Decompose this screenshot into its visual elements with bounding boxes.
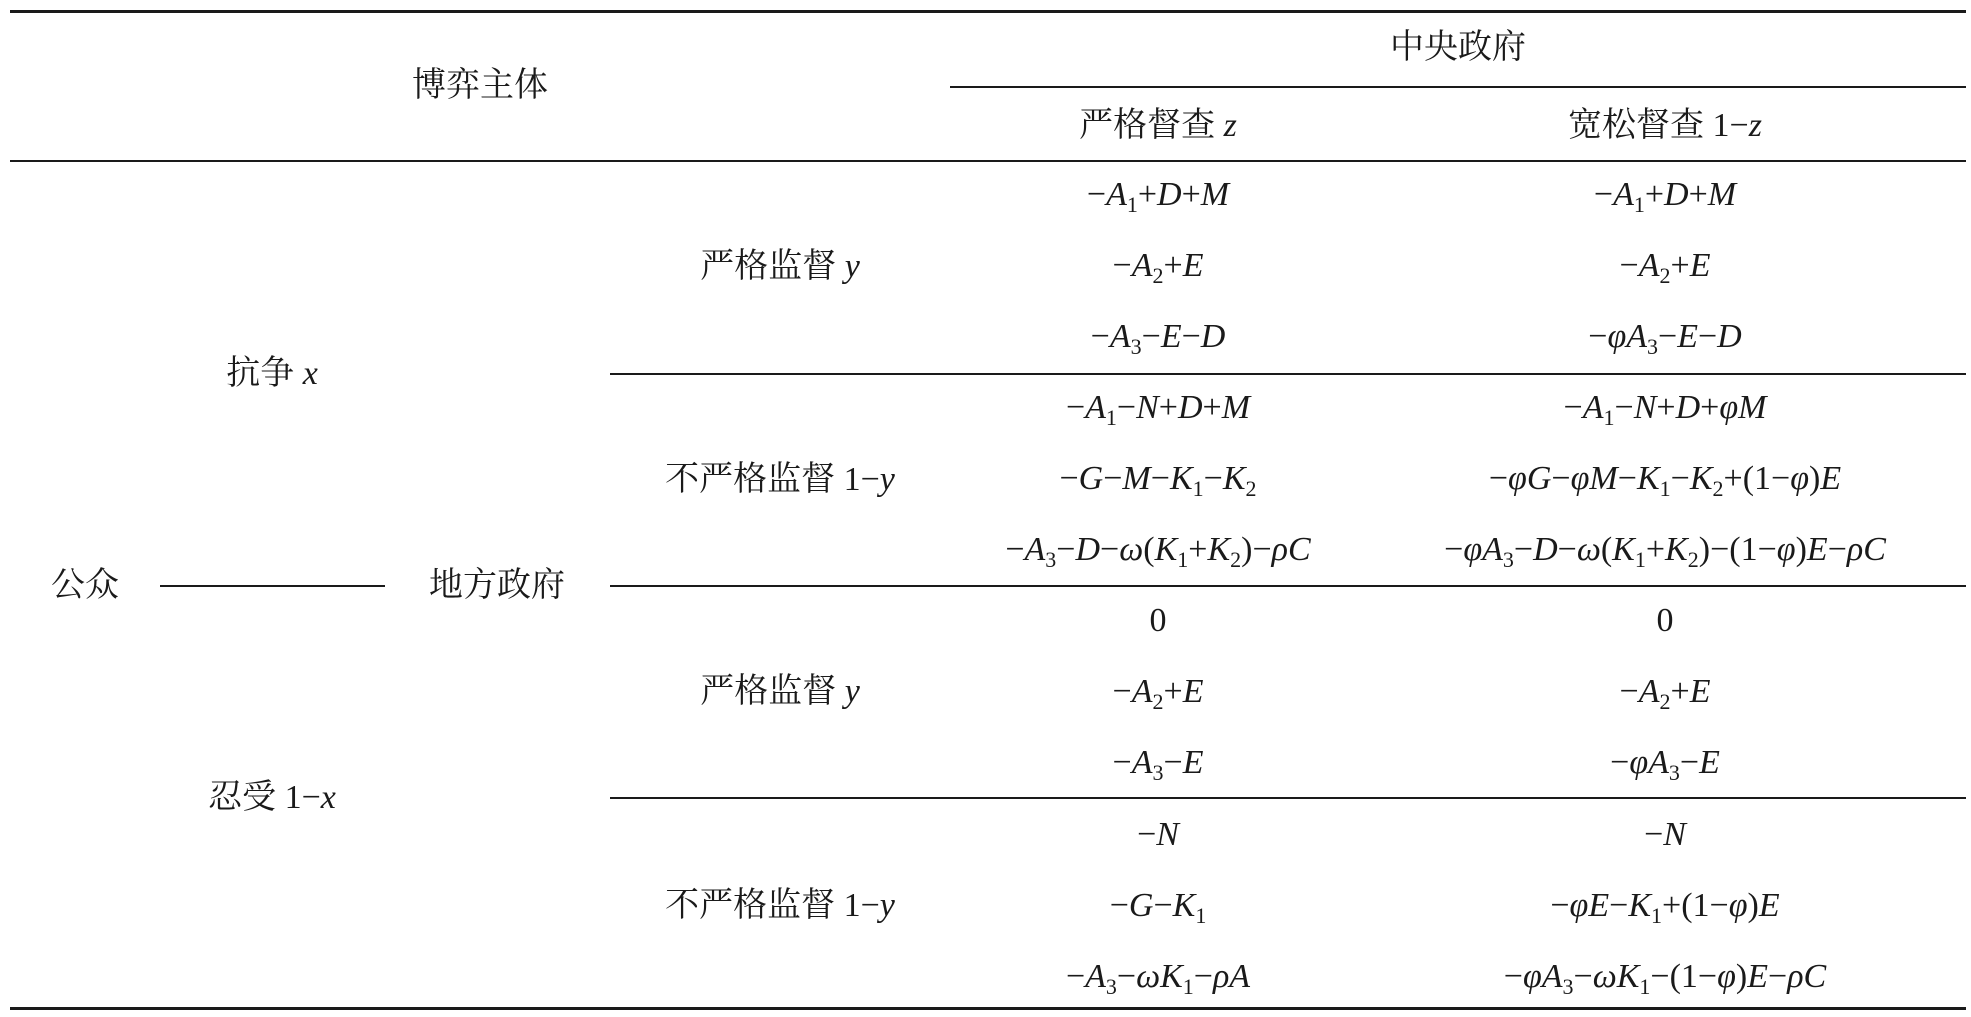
row-label-strict-supervision-text: 严格监督 — [700, 248, 845, 285]
row-label-protest — [226, 354, 318, 394]
payoff-value: $-A_2+E$ — [1112, 247, 1204, 288]
public-local-connector — [160, 585, 385, 587]
payoff-value: −N — [1137, 816, 1179, 853]
row-label-endure — [208, 778, 336, 818]
payoff-value: $-A_1-N+D+\varphi M$ — [1563, 389, 1767, 430]
payoff-value: $-A_1+D+M$ — [1593, 176, 1737, 217]
row-label-lax-supervision-var: y — [879, 887, 895, 924]
row-label-lax-supervision-text: 不严格监督 1− — [665, 887, 880, 924]
payoff-value: $-\varphi E-K_1+(1-\varphi)E$ — [1550, 887, 1780, 928]
table-bottom-rule — [10, 1007, 1966, 1010]
row-label-lax-supervision-var: y — [879, 461, 895, 498]
payoff-value: $-\varphi A_3-E-D$ — [1588, 318, 1742, 359]
payoff-value: −N — [1644, 816, 1686, 853]
row-divider-3 — [610, 797, 1966, 799]
row-label-strict-supervision-var: y — [844, 248, 860, 285]
table-top-rule — [10, 10, 1966, 13]
header-central-government: 中央政府 — [1390, 29, 1526, 66]
payoff-value: $-A_3-E-D$ — [1090, 318, 1226, 359]
header-corner-label: 博弈主体 — [412, 67, 548, 104]
row-label-strict-supervision — [700, 247, 860, 287]
row-label-strict-supervision-text: 严格监督 — [700, 673, 845, 710]
row-divider-1 — [610, 373, 1966, 375]
header-strict-inspection-var: z — [1223, 107, 1237, 144]
payoff-value: $-A_2+E$ — [1619, 673, 1711, 714]
row-label-lax-supervision-text: 不严格监督 1− — [665, 461, 880, 498]
payoff-value: $-A_1+D+M$ — [1086, 176, 1230, 217]
row-label-strict-supervision-var: y — [844, 673, 860, 710]
payoff-value: $-\varphi A_3-E$ — [1610, 744, 1720, 785]
payoff-value: $-A_3-\omega K_1-\rho A$ — [1065, 958, 1251, 999]
header-strict-inspection — [1079, 106, 1237, 146]
payoff-value: $-\varphi A_3-\omega K_1-(1-\varphi)E-\rho C$ — [1503, 958, 1827, 999]
row-label-protest-text: 抗争 — [226, 355, 303, 392]
payoff-value: $-\varphi G-\varphi M-K_1-K_2+(1-\varphi)E$ — [1488, 460, 1842, 501]
payoff-value: $-A_1-N+D+M$ — [1065, 389, 1251, 430]
payoff-value: $-A_3-E$ — [1112, 744, 1204, 785]
payoff-value: 0 — [1656, 602, 1674, 639]
row-label-endure-text: 忍受 1− — [208, 779, 321, 816]
row-label-lax-supervision — [665, 886, 895, 926]
header-loose-inspection — [1568, 106, 1762, 146]
row-label-strict-supervision — [700, 672, 860, 712]
header-loose-inspection-var: z — [1748, 107, 1762, 144]
payoff-value: 0 — [1149, 602, 1167, 639]
payoff-value: $-G-M-K_1-K_2$ — [1059, 460, 1257, 501]
row-label-lax-supervision — [665, 460, 895, 500]
payoff-value: $-A_2+E$ — [1619, 247, 1711, 288]
payoff-value: $-\varphi A_3-D-\omega(K_1+K_2)-(1-\varphi)E-\rho C$ — [1444, 531, 1886, 572]
row-label-public: 公众 — [51, 567, 119, 604]
header-bottom-rule — [10, 160, 1966, 162]
row-label-protest-var: x — [302, 355, 318, 392]
header-strict-inspection-text: 严格督查 — [1079, 107, 1224, 144]
central-government-underline — [950, 86, 1966, 88]
payoff-value: $-G-K_1$ — [1109, 887, 1207, 928]
header-loose-inspection-text: 宽松督查 1− — [1568, 107, 1749, 144]
payoff-value: $-A_2+E$ — [1112, 673, 1204, 714]
row-label-endure-var: x — [320, 779, 336, 816]
row-divider-2 — [610, 585, 1966, 587]
payoff-value: $-A_3-D-\omega(K_1+K_2)-\rho C$ — [1005, 531, 1311, 572]
row-label-local-government: 地方政府 — [429, 567, 565, 604]
